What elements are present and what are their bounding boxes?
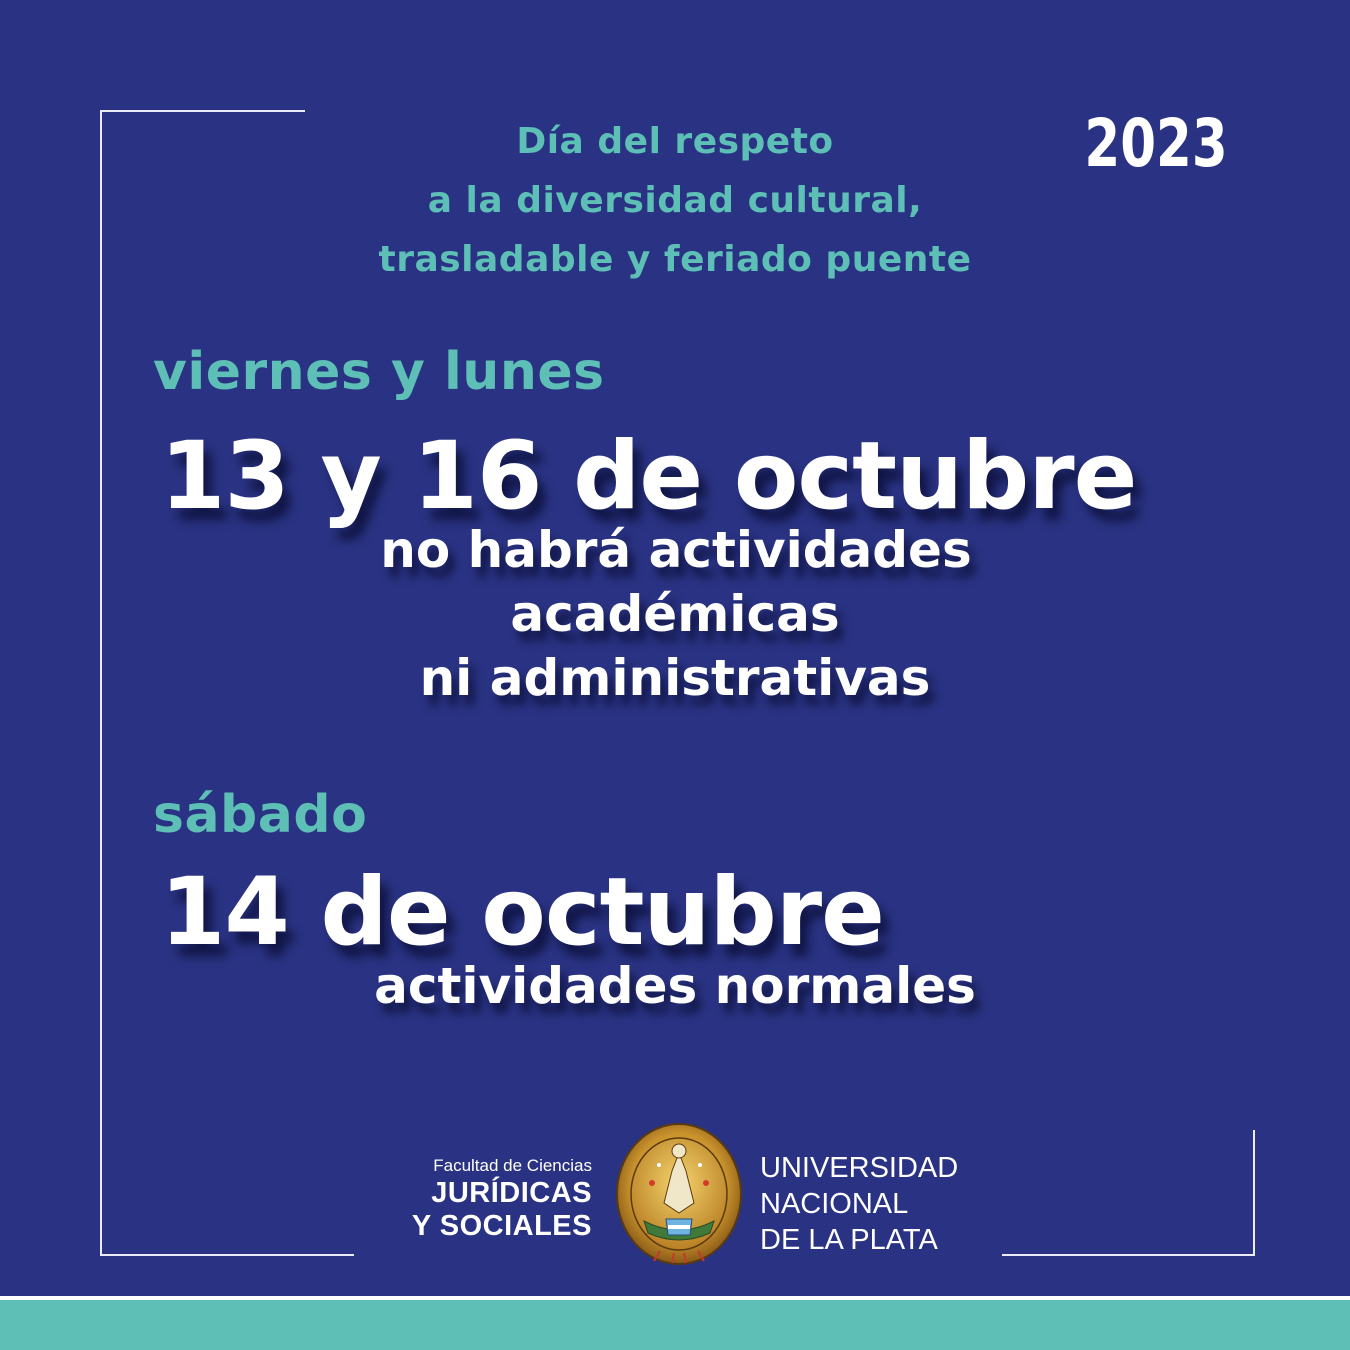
no-activities-line: ni administrativas — [419, 649, 931, 707]
faculty-prefix: Facultad de Ciencias — [433, 1156, 592, 1175]
university-name-line: DE LA PLATA — [760, 1224, 938, 1256]
university-seal-icon — [614, 1121, 744, 1267]
dates-heading: 13 y 16 de octubre — [160, 422, 1137, 531]
bottom-accent-band — [0, 1296, 1350, 1350]
year-label: 2023 — [1084, 105, 1228, 182]
no-activities-line: académicas — [510, 585, 840, 643]
holiday-title-line: Día del respeto — [516, 121, 834, 162]
holiday-title-line: a la diversidad cultural, — [427, 180, 923, 221]
university-name — [760, 1150, 958, 1258]
saturday-label: sábado — [153, 785, 368, 845]
faculty-name-line: JURÍDICAS — [431, 1177, 592, 1209]
normal-activities-note: actividades normales — [374, 957, 976, 1015]
university-name-line: NACIONAL — [760, 1188, 909, 1220]
frame-line-bottom-left — [100, 1254, 354, 1256]
faculty-logo — [412, 1155, 592, 1243]
saturday-date-heading: 14 de octubre — [160, 858, 884, 967]
frame-line-bottom-right — [1002, 1254, 1255, 1256]
no-activities-line: no habrá actividades — [380, 521, 972, 579]
university-name-line: UNIVERSIDAD — [760, 1152, 959, 1184]
frame-line-right — [1253, 1130, 1255, 1256]
holiday-title-line: trasladable y feriado puente — [378, 239, 972, 280]
faculty-name-line: Y SOCIALES — [411, 1210, 592, 1242]
days-label: viernes y lunes — [153, 342, 605, 402]
